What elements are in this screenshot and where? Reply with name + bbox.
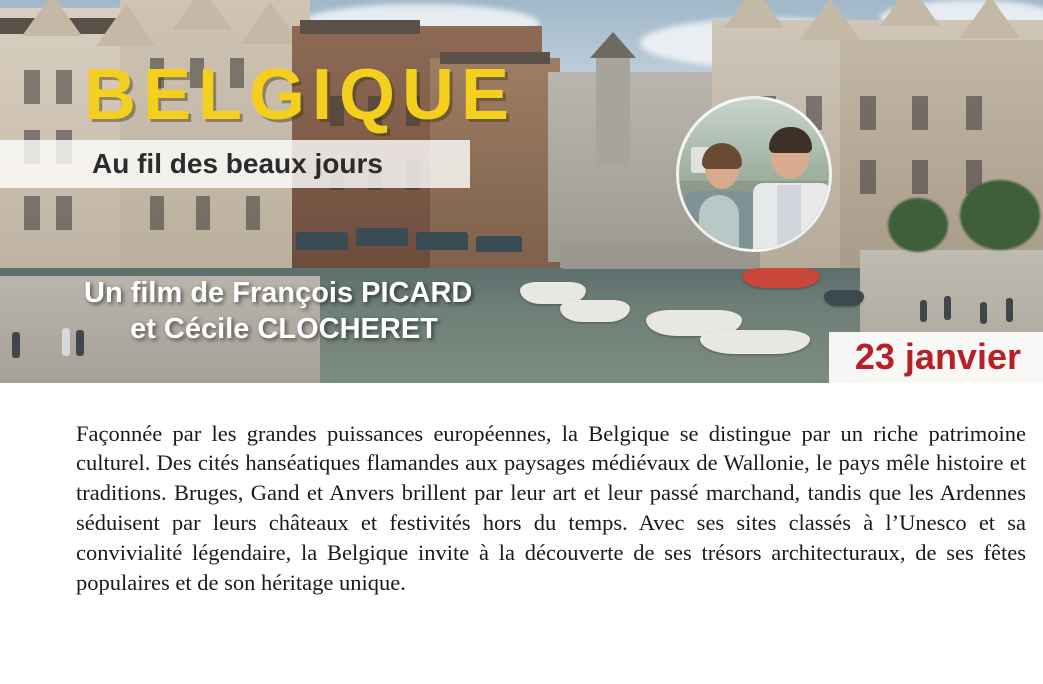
stepped-gable [880,0,940,26]
pedestrian [944,296,951,320]
filmmakers-portrait [676,96,832,252]
window-shape [150,196,164,230]
boat-dark [824,290,864,306]
window-shape [24,196,40,230]
portrait-woman-hair [702,143,742,169]
boat [560,300,630,322]
pedestrian [1006,298,1013,322]
window-shape [24,70,40,104]
stepped-gable [172,0,232,30]
stepped-gable [960,0,1020,38]
stepped-gable [96,4,156,46]
church-tower [596,56,630,166]
portrait-man-shirt-stripe [777,185,801,251]
pedestrian [980,302,987,324]
stepped-gable [22,0,82,36]
terrace-parasol [296,232,348,250]
terrace-parasol [416,232,468,250]
credit-line-1: Un film de François PICARD [84,277,473,309]
pedestrian [12,332,20,358]
window-shape [196,196,210,230]
window-shape [966,96,982,130]
tree [888,198,948,252]
window-shape [56,70,72,104]
roof-shape [300,20,420,34]
stepped-gable [800,0,860,40]
portrait-man-hair [769,127,812,153]
description-paragraph: Façonnée par les grandes puissances européennes, la Belgique se distingue par un riche patrimoine culturel. Des cités hanséatiques flamandes aux paysages médiévaux de Wallonie, le pays mêle histoire et traditions. Bruges, Gand et Anvers brillent par leur art et leur passé marchand, tandis que les Ardennes séduisent par leurs châteaux et festivités hors du temps. Avec ses sites classés à l’Unesco et sa convivialité légendaire, la Belgique invite à la découverte de ses trésors architecturaux, de ses fêtes populaires et de son héritage unique. [76,420,1026,596]
terrace-parasol [356,228,408,246]
window-shape [860,96,876,130]
credit-line-2: et Cécile CLOCHERET [130,313,438,346]
pedestrian [62,328,70,356]
poster-title: BELGIQUE [84,55,517,135]
stepped-gable [724,0,784,28]
window-shape [246,196,260,230]
film-credits [84,275,554,348]
boat [700,330,810,354]
pedestrian [76,330,84,356]
broadcast-date: 23 janvier [829,332,1043,383]
portrait-woman-scarf [699,195,739,251]
tree [960,180,1040,250]
window-shape [56,196,72,230]
window-shape [912,96,928,130]
pedestrian [920,300,927,322]
poster-subtitle: Au fil des beaux jours [92,148,383,179]
window-shape [860,160,876,194]
window-shape [912,160,928,194]
stepped-gable [240,2,300,44]
boat-red [742,268,820,288]
terrace-parasol [476,236,522,252]
